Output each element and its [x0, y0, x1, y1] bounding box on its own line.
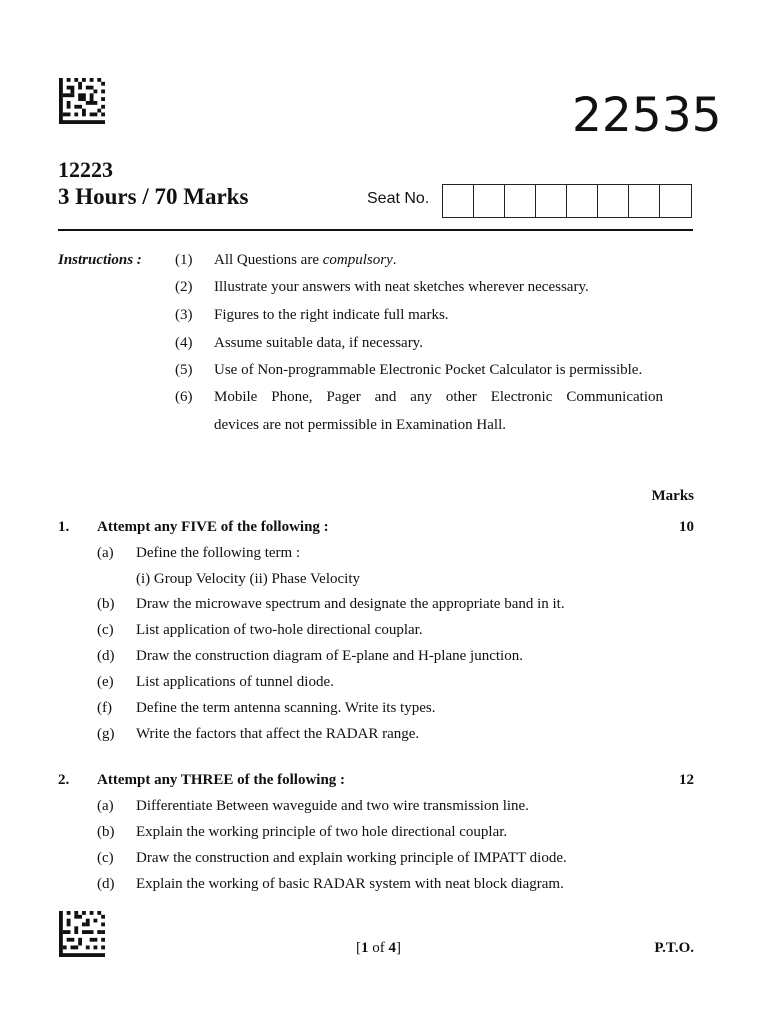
instruction-text: Assume suitable data, if necessary.	[214, 335, 423, 351]
instruction-number: (5)	[175, 362, 193, 378]
seat-digit-box[interactable]	[443, 185, 474, 217]
seat-digit-box[interactable]	[660, 185, 691, 217]
instruction-text: Mobile Phone, Pager and any other Electronic Communication	[214, 389, 663, 405]
paper-code: 12223	[58, 157, 113, 182]
question-marks: 10	[679, 519, 694, 535]
question-title: Attempt any THREE of the following :	[97, 772, 346, 788]
seat-digit-box[interactable]	[474, 185, 505, 217]
instruction-number: (2)	[175, 279, 193, 295]
item-label: (d)	[97, 648, 115, 664]
instruction-text: All Questions are compulsory.	[214, 252, 397, 268]
seat-number-boxes[interactable]	[442, 184, 692, 218]
duration-marks: 3 Hours / 70 Marks	[58, 184, 249, 209]
item-text: Define the following term :	[136, 545, 301, 561]
item-label: (d)	[97, 876, 115, 892]
instruction-text: Use of Non-programmable Electronic Pocket Calculator is permissible.	[214, 362, 643, 378]
item-label: (a)	[97, 798, 114, 814]
item-label: (g)	[97, 726, 115, 742]
item-text: Explain the working principle of two hole directional couplar.	[136, 824, 508, 840]
item-continuation: (i) Group Velocity (ii) Phase Velocity	[136, 571, 360, 587]
question-marks: 12	[679, 772, 694, 788]
question-number: 1.	[58, 519, 70, 535]
page-indicator: [1 of 4]	[356, 940, 401, 956]
item-text: Explain the working of basic RADAR system with neat block diagram.	[136, 876, 564, 892]
item-text: List applications of tunnel diode.	[136, 674, 334, 690]
item-text: Draw the construction diagram of E-plane and H-plane junction.	[136, 648, 523, 664]
instruction-number: (6)	[175, 389, 193, 405]
item-text: Draw the microwave spectrum and designate the appropriate band in it.	[136, 596, 565, 612]
instructions-label: Instructions :	[58, 252, 142, 268]
item-label: (b)	[97, 596, 115, 612]
seat-digit-box[interactable]	[536, 185, 567, 217]
item-text: Write the factors that affect the RADAR range.	[136, 726, 420, 742]
instruction-number: (1)	[175, 252, 193, 268]
instruction-text: devices are not permissible in Examination Hall.	[214, 417, 507, 433]
item-label: (f)	[97, 700, 112, 716]
item-label: (e)	[97, 674, 114, 690]
seat-digit-box[interactable]	[505, 185, 536, 217]
instruction-number: (3)	[175, 307, 193, 323]
question-number: 2.	[58, 772, 70, 788]
seat-digit-box[interactable]	[598, 185, 629, 217]
seat-digit-box[interactable]	[629, 185, 660, 217]
item-text: List application of two-hole directional couplar.	[136, 622, 423, 638]
item-label: (c)	[97, 622, 114, 638]
question-title: Attempt any FIVE of the following :	[97, 519, 329, 535]
bottom-qr-code-icon	[58, 911, 106, 957]
subject-code: 22535	[572, 88, 722, 143]
item-label: (a)	[97, 545, 114, 561]
item-text: Draw the construction and explain working principle of IMPATT diode.	[136, 850, 567, 866]
top-qr-code-icon	[58, 78, 106, 124]
item-text: Define the term antenna scanning. Write its types.	[136, 700, 436, 716]
marks-column-heading: Marks	[651, 488, 694, 504]
instruction-text: Figures to the right indicate full marks.	[214, 307, 449, 323]
item-label: (b)	[97, 824, 115, 840]
instruction-text: Illustrate your answers with neat sketches wherever necessary.	[214, 279, 589, 295]
please-turn-over: P.T.O.	[654, 940, 694, 956]
item-text: Differentiate Between waveguide and two wire transmission line.	[136, 798, 529, 814]
seat-number-label: Seat No.	[367, 190, 430, 207]
seat-digit-box[interactable]	[567, 185, 598, 217]
instruction-number: (4)	[175, 335, 193, 351]
header-divider	[58, 229, 693, 231]
item-label: (c)	[97, 850, 114, 866]
